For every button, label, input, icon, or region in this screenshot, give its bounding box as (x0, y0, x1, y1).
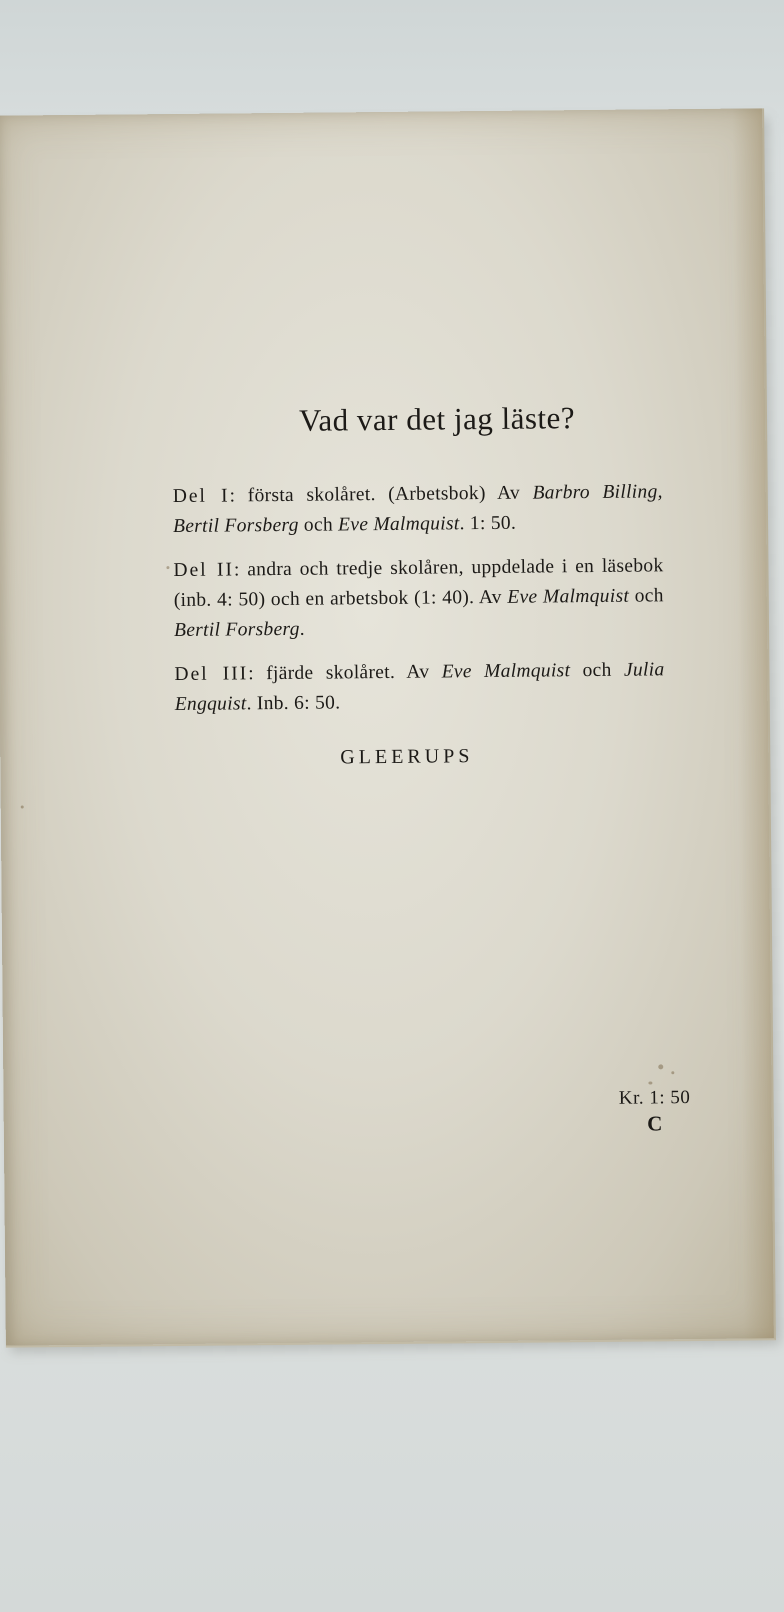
entry-part-label: Del II (173, 559, 235, 582)
entry-author: Barbro Billing, Bertil Forsberg (172, 481, 663, 538)
cover-text-block (172, 399, 666, 771)
entry-text: . Inb. 6: 50. (246, 692, 341, 715)
entry-text: och (570, 659, 625, 682)
entry-author: Eve Malmquist (507, 585, 630, 608)
paper-speck (648, 1081, 652, 1084)
entry-text: : fjärde skolåret. Av (248, 661, 442, 685)
price-code: C (647, 1111, 663, 1136)
price-block (599, 1087, 709, 1137)
book-back-cover (0, 108, 776, 1347)
paper-speck (671, 1071, 674, 1074)
paper-speck (21, 805, 24, 808)
entry-text: och (629, 585, 664, 607)
entry-text: : andra och tredje skolåren, uppdelade i en läsebok (inb. 4: 50) och en arbetsbok (1: 40). Av (173, 555, 664, 612)
entry-part-label: Del III (174, 663, 249, 686)
entry-text: . (299, 618, 305, 640)
page-title: Vad var det jag läste? (298, 400, 576, 438)
entry-part-label: Del I (172, 485, 230, 508)
entry-text: . 1: 50. (459, 512, 517, 535)
entry-del-3 (174, 655, 665, 720)
entry-author: Eve Malmquist (441, 660, 571, 683)
entry-author: Julia Engquist (174, 659, 665, 716)
paper-speck (658, 1064, 663, 1069)
entry-del-2 (173, 551, 664, 646)
entry-del-1 (173, 477, 664, 542)
entry-text: och (298, 514, 339, 536)
publisher-name: GLEERUPS (340, 745, 474, 769)
price-label: Kr. 1: 50 (618, 1087, 691, 1109)
paper-speck (166, 566, 169, 569)
entry-author: Eve Malmquist (338, 513, 460, 536)
entry-text: : första skolåret. (Arbetsbok) Av (229, 482, 533, 507)
entry-author: Bertil Forsberg (173, 618, 300, 642)
